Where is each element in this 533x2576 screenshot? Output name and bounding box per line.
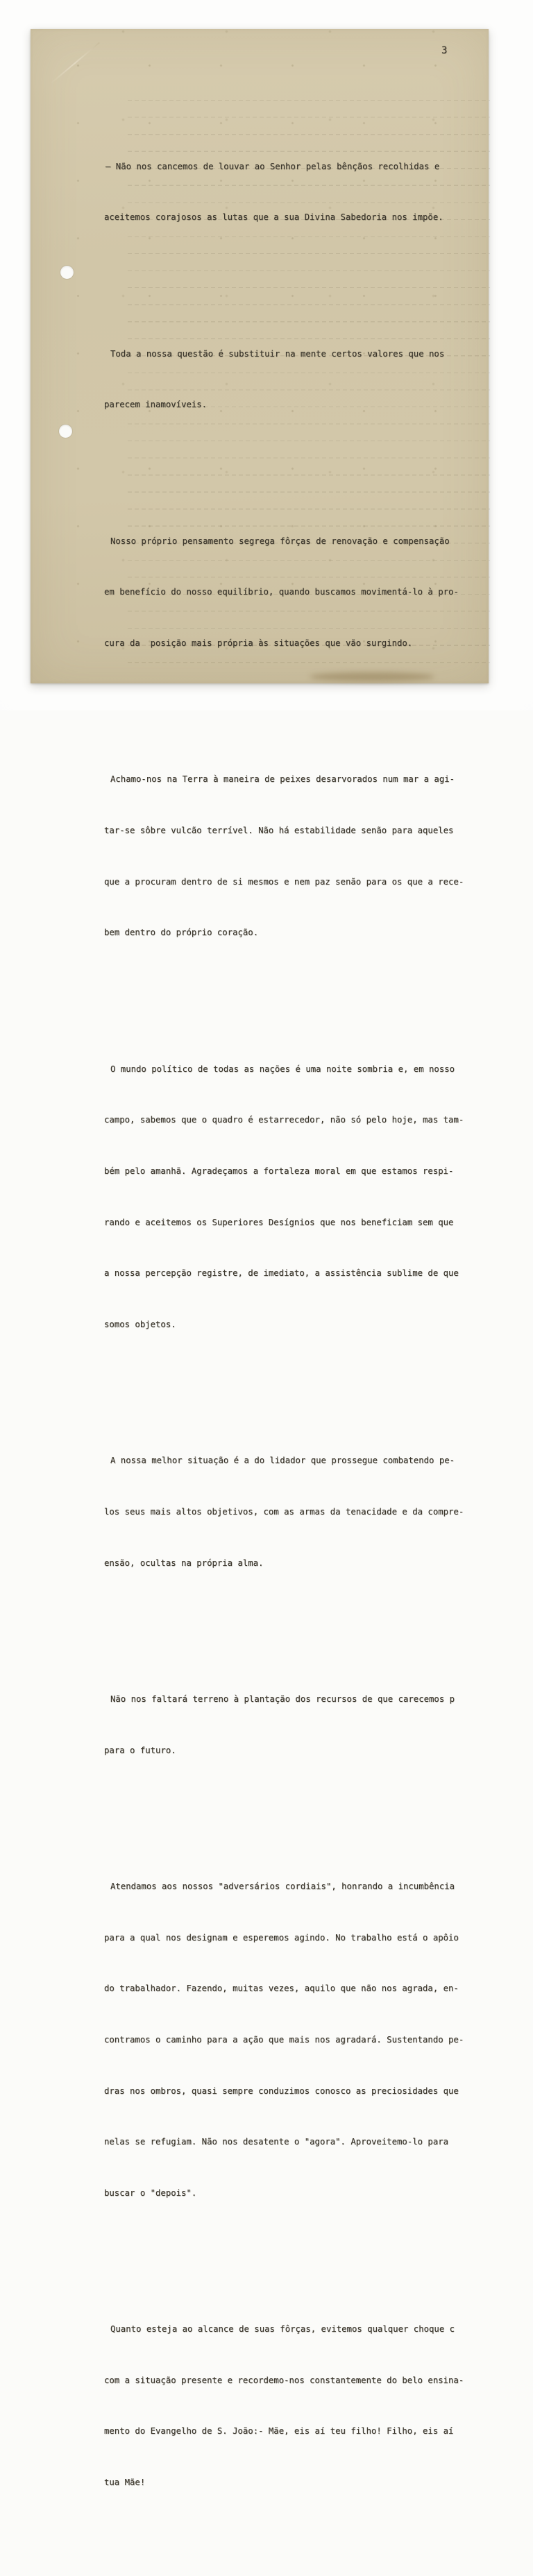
document-page <box>31 29 489 2488</box>
text-line: ensão, ocultas na própria alma. <box>104 1558 264 1568</box>
punch-hole <box>60 266 74 279</box>
text-line: buscar o "depois". <box>104 2187 197 2198</box>
text-line: campo, sabemos que o quadro é estarrecedor, não só pelo hoje, mas tam- <box>104 1115 464 1125</box>
text-line: Toda a nossa questão é substituir na mente certos valores que nos <box>110 348 445 359</box>
text-line: com a situação presente e recordemo-nos constantemente do belo ensina- <box>104 2375 464 2385</box>
edge-smudge <box>310 672 434 681</box>
paragraph <box>104 499 464 686</box>
text-line: aceitemos corajosos as lutas que a sua Divina Sabedoria nos impõe. <box>104 212 443 223</box>
punch-hole <box>59 425 72 438</box>
text-line: Não nos faltará terreno à plantação dos recursos de que carecemos p <box>110 1694 455 1704</box>
page-number: 3 <box>441 45 448 56</box>
text-line: que a procuram dentro de si mesmos e nem paz senão para os que a rece- <box>104 876 464 887</box>
paragraph <box>104 312 464 447</box>
text-line: bem dentro do próprio coração. <box>104 928 259 938</box>
text-line: los seus mais altos objetivos, com as armas da tenacidade e da compre- <box>104 1506 464 1517</box>
text-line: nelas se refugiam. Não nos desatente o "agora". Aproveitemo-lo para <box>104 2137 449 2147</box>
text-line: Atendamos aos nossos "adversários cordiais", honrando a incumbência <box>110 1881 455 1891</box>
text-line: em benefício do nosso equilíbrio, quando buscamos movimentá-lo à pro- <box>104 587 459 597</box>
paragraph <box>104 1418 464 1605</box>
text-line: Nosso próprio pensamento segrega fôrças de renovação e compensação <box>110 536 450 546</box>
paragraph <box>104 1844 464 2236</box>
typewritten-text <box>104 73 464 2576</box>
text-line: somos objetos. <box>104 1319 176 1329</box>
text-line: tar-se sôbre vulcão terrível. Não há estabilidade senão para aqueles <box>104 826 454 836</box>
paper-crease <box>50 42 100 85</box>
text-line: rando e aceitemos os Superiores Desígnios que nos beneficiam sem que <box>104 1217 454 1227</box>
text-line: do trabalhador. Fazendo, muitas vezes, aquilo que não nos agrada, en- <box>104 1984 459 1994</box>
text-line: cura da posição mais própria às situações que vão surgindo. <box>104 638 413 649</box>
paragraph <box>104 1027 464 1367</box>
text-line: para o futuro. <box>104 1745 176 1755</box>
text-line: O mundo político de todas as nações é uma noite sombria e, em nosso <box>110 1064 455 1074</box>
text-line: tua Mãe! <box>104 2477 146 2488</box>
text-line: A nossa melhor situação é a do lidador que prossegue combatendo pe- <box>110 1456 455 1466</box>
text-line: mento do Evangelho de S. João:- Mãe, eis aí teu filho! Filho, eis aí <box>104 2426 454 2437</box>
text-line: Achamo-nos na Terra à maneira de peixes desarvorados num mar a agi- <box>110 774 455 785</box>
paragraph <box>104 1657 464 1793</box>
paragraph <box>104 124 464 260</box>
text-line: contramos o caminho para a ação que mais nos agradará. Sustentando pe- <box>104 2034 464 2045</box>
text-line: a nossa percepção registre, de imediato, a assistência sublime de que <box>104 1268 459 1279</box>
text-line: bém pelo amanhã. Agradeçamos a fortaleza moral em que estamos respi- <box>104 1166 454 1176</box>
paragraph <box>104 2287 464 2525</box>
text-line: – Não nos cancemos de louvar ao Senhor pelas bênçãos recolhidas e <box>105 161 440 171</box>
text-line: parecem inamovíveis. <box>104 400 208 410</box>
text-line: dras nos ombros, quasi sempre conduzimos conosco as preciosidades que <box>104 2085 459 2096</box>
text-line: Quanto esteja ao alcance de suas fôrças, evitemos qualquer choque c <box>110 2324 455 2335</box>
paragraph <box>104 737 464 975</box>
text-line: para a qual nos designam e esperemos agindo. No trabalho está o apôio <box>104 1932 459 1943</box>
